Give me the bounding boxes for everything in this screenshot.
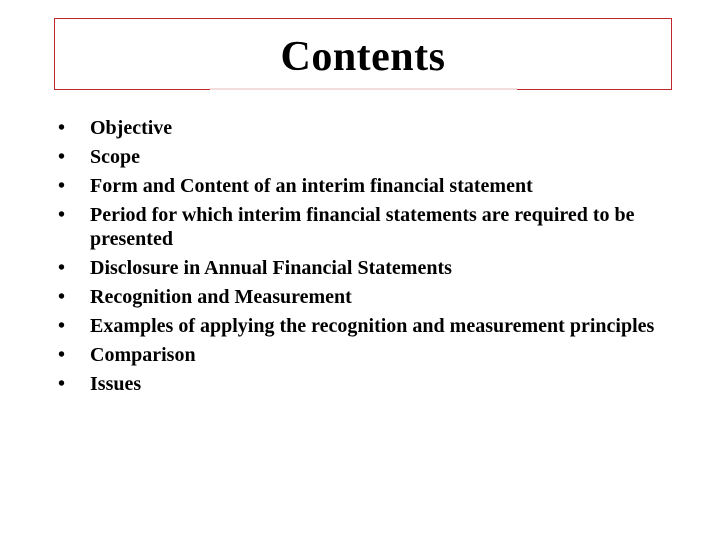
bullet-icon: • <box>58 315 66 337</box>
bullet-icon: • <box>58 286 66 308</box>
bullet-icon: • <box>58 373 66 395</box>
list-item <box>58 283 698 312</box>
list-item <box>58 341 698 370</box>
list-item <box>58 172 698 201</box>
list-item-text: Comparison <box>90 344 196 366</box>
slide-title: Contents <box>280 34 446 80</box>
title-box-accent <box>210 88 517 90</box>
list-item <box>58 201 698 254</box>
list-item <box>58 114 698 143</box>
list-item <box>58 254 698 283</box>
bullet-icon: • <box>58 344 66 366</box>
list-item-text: Objective <box>90 117 173 139</box>
list-item-text: Recognition and Measurement <box>90 286 352 308</box>
list-item-text: Issues <box>90 373 142 395</box>
bullet-icon: • <box>58 257 66 279</box>
list-item-text: Examples of applying the recognition and measurement principles <box>90 315 655 337</box>
list-item-text: Form and Content of an interim financial statement <box>90 175 533 197</box>
list-item-text: Disclosure in Annual Financial Statements <box>90 257 452 279</box>
list-item-text: Period for which interim financial statements are required to be presented <box>90 204 635 250</box>
list-item-text: Scope <box>90 146 140 168</box>
bullet-icon: • <box>58 146 66 168</box>
list-item <box>58 370 698 399</box>
bullet-icon: • <box>58 175 66 197</box>
title-box <box>54 18 672 90</box>
bullet-icon: • <box>58 204 66 226</box>
list-item <box>58 312 698 341</box>
bullet-icon: • <box>58 117 66 139</box>
list-item <box>58 143 698 172</box>
contents-list <box>58 114 698 399</box>
